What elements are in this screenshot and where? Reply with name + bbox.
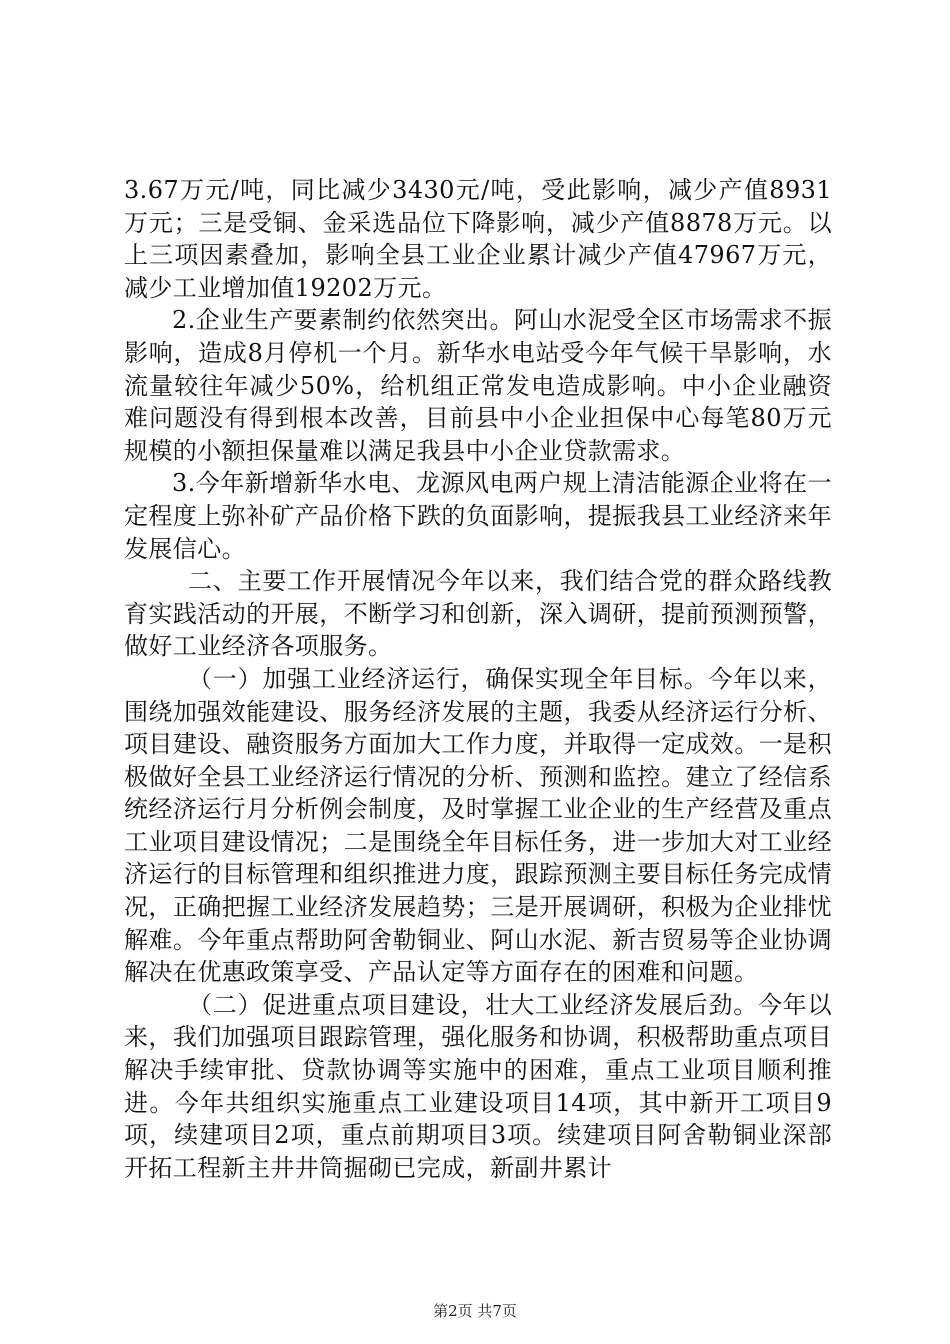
paragraph-section-2: 二、主要工作开展情况今年以来，我们结合党的群众路线教育实践活动的开展，不断学习和创新，深入调研，提前预测预警，做好工业经济各项服务。 [124, 567, 832, 661]
paragraph-point-2: 2.企业生产要素制约依然突出。阿山水泥受全区市场需求不振影响，造成8月停机一个月。新华水电站受今年气候干旱影响，水流量较往年减少50%，给机组正常发电造成影响。中小企业融资难问题没有得到根本改善，目前县中小企业担保中心每笔80万元规模的小额担保量难以满足我县中小企业贷款需求。 [124, 306, 832, 465]
document-body [124, 174, 832, 1184]
paragraph-subsection-1: （一）加强工业经济运行，确保实现全年目标。今年以来，围绕加强效能建设、服务经济发展的主题，我委从经济运行分析、项目建设、融资服务方面加大工作力度，并取得一定成效。一是积极做好全县工业经济运行情况的分析、预测和监控。建立了经信系统经济运行月分析例会制度，及时掌握工业企业的生产经营及重点工业项目建设情况；二是围绕全年目标任务，进一步加大对工业经济运行的目标管理和组织推进力度，跟踪预测主要目标任务完成情况，正确把握工业经济发展趋势；三是开展调研，积极为企业排忧解难。今年重点帮助阿舍勒铜业、阿山水泥、新吉贸易等企业协调解决在优惠政策享受、产品认定等方面存在的困难和问题。 [124, 664, 832, 987]
paragraph-point-3: 3.今年新增新华水电、龙源风电两户规上清洁能源企业将在一定程度上弥补矿产品价格下跌的负面影响，提振我县工业经济来年发展信心。 [124, 469, 832, 563]
page-number-footer: 第2页 共7页 [433, 1302, 517, 1320]
paragraph-subsection-2: （二）促进重点项目建设，壮大工业经济发展后劲。今年以来，我们加强项目跟踪管理，强化服务和协调，积极帮助重点项目解决手续审批、贷款协调等实施中的困难，重点工业项目顺利推进。今年共组织实施重点工业建设项目14项，其中新开工项目9项，续建项目2项，重点前期项目3项。续建项目阿舍勒铜业深部开拓工程新主井井筒掘砌已完成，新副井累计 [124, 990, 832, 1182]
paragraph-continuation: 3.67万元/吨，同比减少3430元/吨，受此影响，减少产值8931万元；三是受铜、金采选品位下降影响，减少产值8878万元。以上三项因素叠加，影响全县工业企业累计减少产值47967万元，减少工业增加值19202万元。 [124, 176, 832, 302]
